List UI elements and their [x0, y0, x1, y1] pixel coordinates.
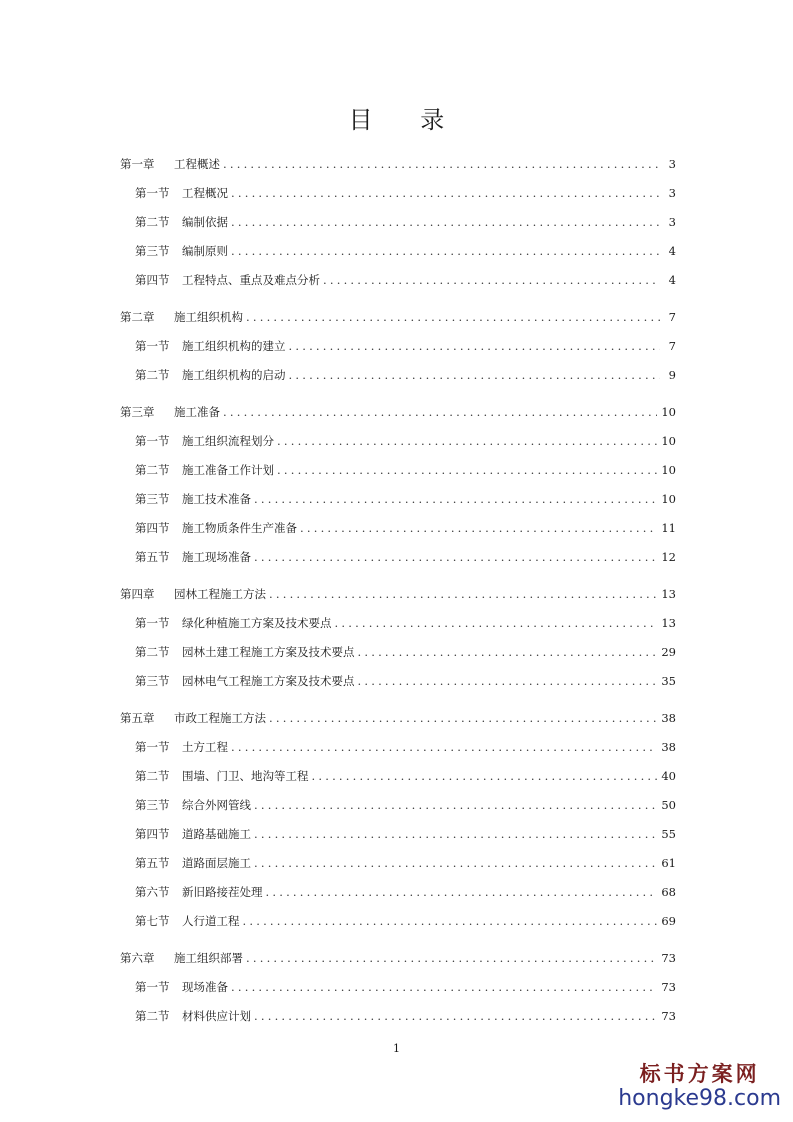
toc-entry-label — [135, 911, 240, 931]
toc-entry-label — [120, 708, 266, 728]
toc-entry-label — [120, 402, 220, 422]
toc-section-entry[interactable] — [120, 824, 676, 853]
toc-entry-title: 围墙、门卫、地沟等工程 — [182, 769, 309, 783]
toc-section-entry[interactable] — [120, 241, 676, 270]
toc-entry-label — [135, 642, 355, 662]
toc-entry-number: 第一节 — [135, 616, 170, 630]
toc-section-entry[interactable] — [120, 212, 676, 241]
toc-section-entry[interactable] — [120, 1006, 676, 1035]
toc-entry-label — [135, 336, 286, 356]
toc-entry-page: 73 — [661, 1009, 676, 1023]
toc-entry-title: 新旧路接茬处理 — [182, 885, 263, 899]
toc-entry-number: 第三章 — [120, 405, 155, 419]
toc-entry-label — [135, 547, 251, 567]
toc-entry-number: 第四节 — [135, 827, 170, 841]
toc-entry-page: 3 — [668, 215, 676, 229]
watermark-site-name: 标书方案网 — [639, 1062, 760, 1086]
toc-entry-number: 第二节 — [135, 215, 170, 229]
toc-entry-number: 第四章 — [120, 587, 155, 601]
toc-entry-label — [120, 948, 243, 968]
watermark-domain: hongke98.com — [618, 1086, 781, 1111]
toc-entry-label — [135, 795, 251, 815]
toc-entry-title: 编制原则 — [182, 244, 228, 258]
toc-chapter-entry[interactable] — [120, 948, 676, 977]
toc-entry-label — [135, 766, 309, 786]
toc-entry-title: 绿化种植施工方案及技术要点 — [182, 616, 332, 630]
toc-entry-number: 第三节 — [135, 492, 170, 506]
toc-entry-label — [135, 518, 297, 538]
toc-entry-title: 园林土建工程施工方案及技术要点 — [182, 645, 355, 659]
toc-entry-page: 4 — [668, 273, 676, 287]
toc-dot-leader — [269, 584, 657, 604]
toc-chapter-entry[interactable] — [120, 584, 676, 613]
toc-entry-label — [135, 882, 263, 902]
toc-entry-title: 施工组织部署 — [174, 951, 243, 965]
toc-dot-leader — [243, 911, 658, 931]
toc-entry-number: 第二章 — [120, 310, 155, 324]
toc-entry-page: 29 — [661, 645, 676, 659]
toc-entry-title: 园林工程施工方法 — [174, 587, 266, 601]
toc-dot-leader — [335, 613, 658, 633]
toc-section-entry[interactable] — [120, 795, 676, 824]
toc-entry-number: 第二节 — [135, 368, 170, 382]
toc-dot-leader — [277, 460, 657, 480]
toc-entry-title: 现场准备 — [182, 980, 228, 994]
toc-entry-title: 土方工程 — [182, 740, 228, 754]
toc-section-entry[interactable] — [120, 853, 676, 882]
toc-entry-number: 第四节 — [135, 521, 170, 535]
toc-entry-title: 施工组织机构 — [174, 310, 243, 324]
toc-dot-leader — [289, 336, 661, 356]
toc-entry-title: 工程特点、重点及难点分析 — [182, 273, 320, 287]
page-number: 1 — [393, 1042, 400, 1055]
toc-entry-title: 施工组织流程划分 — [182, 434, 274, 448]
toc-entry-title: 施工组织机构的启动 — [182, 368, 286, 382]
toc-section-entry[interactable] — [120, 737, 676, 766]
toc-entry-number: 第五节 — [135, 550, 170, 564]
toc-chapter-entry[interactable] — [120, 708, 676, 737]
toc-entry-page: 11 — [661, 521, 676, 535]
toc-entry-label — [135, 365, 286, 385]
toc-entry-page: 10 — [661, 492, 676, 506]
toc-dot-leader — [231, 241, 660, 261]
toc-section-entry[interactable] — [120, 183, 676, 212]
toc-entry-page: 68 — [661, 885, 676, 899]
toc-entry-number: 第一节 — [135, 980, 170, 994]
toc-entry-page: 73 — [661, 951, 676, 965]
toc-section-entry[interactable] — [120, 460, 676, 489]
toc-entry-page: 7 — [668, 339, 676, 353]
toc-dot-leader — [223, 402, 657, 422]
toc-entry-title: 工程概述 — [174, 157, 220, 171]
toc-entry-number: 第七节 — [135, 914, 170, 928]
toc-entry-page: 13 — [661, 587, 676, 601]
toc-dot-leader — [231, 212, 660, 232]
toc-entry-page: 69 — [661, 914, 676, 928]
toc-entry-number: 第一节 — [135, 740, 170, 754]
toc-section-entry[interactable] — [120, 977, 676, 1006]
toc-entry-number: 第三节 — [135, 244, 170, 258]
toc-dot-leader — [231, 977, 657, 997]
toc-entry-number: 第二节 — [135, 1009, 170, 1023]
toc-entry-page: 13 — [661, 616, 676, 630]
toc-entry-label — [135, 613, 332, 633]
toc-entry-label — [135, 977, 228, 997]
toc-entry-label — [135, 671, 355, 691]
toc-entry-number: 第六章 — [120, 951, 155, 965]
toc-section-entry[interactable] — [120, 431, 676, 460]
toc-dot-leader — [223, 154, 660, 174]
toc-section-entry[interactable] — [120, 613, 676, 642]
toc-entry-number: 第五节 — [135, 856, 170, 870]
page-title: 目 录 — [348, 106, 465, 134]
toc-entry-page: 3 — [668, 157, 676, 171]
toc-section-entry[interactable] — [120, 642, 676, 671]
toc-section-entry[interactable] — [120, 911, 676, 940]
toc-entry-page: 10 — [661, 434, 676, 448]
toc-entry-page: 10 — [661, 405, 676, 419]
toc-entry-label — [135, 853, 251, 873]
toc-chapter-entry[interactable] — [120, 154, 676, 183]
toc-section-entry[interactable] — [120, 270, 676, 299]
toc-entry-number: 第五章 — [120, 711, 155, 725]
toc-entry-page: 35 — [661, 674, 676, 688]
toc-entry-number: 第六节 — [135, 885, 170, 899]
toc-entry-label — [135, 737, 228, 757]
toc-entry-page: 7 — [668, 310, 676, 324]
toc-entry-label — [135, 460, 274, 480]
toc-entry-number: 第一章 — [120, 157, 155, 171]
toc-dot-leader — [266, 882, 658, 902]
toc-entry-title: 施工技术准备 — [182, 492, 251, 506]
toc-entry-title: 园林电气工程施工方案及技术要点 — [182, 674, 355, 688]
toc-dot-leader — [277, 431, 657, 451]
toc-entry-label — [135, 489, 251, 509]
toc-entry-title: 施工现场准备 — [182, 550, 251, 564]
toc-dot-leader — [254, 1006, 657, 1026]
toc-dot-leader — [254, 795, 657, 815]
toc-dot-leader — [300, 518, 657, 538]
toc-section-entry[interactable] — [120, 882, 676, 911]
toc-entry-title: 施工物质条件生产准备 — [182, 521, 297, 535]
toc-section-entry[interactable] — [120, 766, 676, 795]
toc-entry-number: 第三节 — [135, 798, 170, 812]
toc-dot-leader — [246, 948, 657, 968]
toc-entry-label — [120, 584, 266, 604]
toc-entry-title: 施工准备 — [174, 405, 220, 419]
toc-entry-title: 综合外网管线 — [182, 798, 251, 812]
toc-entry-number: 第一节 — [135, 434, 170, 448]
toc-dot-leader — [231, 737, 657, 757]
toc-entry-title: 道路基础施工 — [182, 827, 251, 841]
watermark — [618, 1062, 781, 1112]
toc-section-entry[interactable] — [120, 547, 676, 576]
toc-entry-number: 第二节 — [135, 645, 170, 659]
toc-entry-page: 55 — [661, 827, 676, 841]
toc-entry-page: 12 — [661, 550, 676, 564]
toc-entry-title: 材料供应计划 — [182, 1009, 251, 1023]
toc-entry-page: 3 — [668, 186, 676, 200]
toc-entry-number: 第一节 — [135, 186, 170, 200]
toc-entry-label — [120, 154, 220, 174]
toc-entry-page: 10 — [661, 463, 676, 477]
toc-entry-page: 50 — [661, 798, 676, 812]
toc-entry-label — [120, 307, 243, 327]
toc-dot-leader — [246, 307, 660, 327]
toc-entry-label — [135, 212, 228, 232]
toc-entry-page: 9 — [668, 368, 676, 382]
toc-entry-number: 第三节 — [135, 674, 170, 688]
toc-section-entry[interactable] — [120, 489, 676, 518]
toc-entry-page: 40 — [661, 769, 676, 783]
toc-entry-title: 道路面层施工 — [182, 856, 251, 870]
toc-entry-title: 施工组织机构的建立 — [182, 339, 286, 353]
toc-section-entry[interactable] — [120, 671, 676, 700]
toc-entry-title: 人行道工程 — [182, 914, 240, 928]
toc-entry-label — [135, 824, 251, 844]
toc-entry-page: 4 — [668, 244, 676, 258]
toc-entry-label — [135, 183, 228, 203]
toc-dot-leader — [312, 766, 658, 786]
toc-entry-title: 市政工程施工方法 — [174, 711, 266, 725]
toc-dot-leader — [254, 547, 657, 567]
toc-entry-title: 施工准备工作计划 — [182, 463, 274, 477]
toc-entry-page: 73 — [661, 980, 676, 994]
toc-entry-label — [135, 241, 228, 261]
table-of-contents — [120, 154, 676, 1035]
toc-chapter-entry[interactable] — [120, 402, 676, 431]
toc-dot-leader — [269, 708, 657, 728]
toc-section-entry[interactable] — [120, 336, 676, 365]
toc-entry-title: 编制依据 — [182, 215, 228, 229]
toc-dot-leader — [254, 489, 657, 509]
toc-entry-number: 第二节 — [135, 769, 170, 783]
toc-dot-leader — [254, 853, 657, 873]
toc-dot-leader — [289, 365, 661, 385]
toc-dot-leader — [231, 183, 660, 203]
toc-chapter-entry[interactable] — [120, 307, 676, 336]
toc-dot-leader — [254, 824, 657, 844]
toc-entry-page: 38 — [661, 711, 676, 725]
toc-entry-number: 第二节 — [135, 463, 170, 477]
toc-section-entry[interactable] — [120, 365, 676, 394]
toc-entry-label — [135, 270, 320, 290]
toc-dot-leader — [323, 270, 660, 290]
toc-entry-page: 61 — [661, 856, 676, 870]
toc-entry-number: 第四节 — [135, 273, 170, 287]
toc-dot-leader — [358, 642, 658, 662]
toc-entry-title: 工程概况 — [182, 186, 228, 200]
toc-section-entry[interactable] — [120, 518, 676, 547]
toc-entry-label — [135, 1006, 251, 1026]
toc-dot-leader — [358, 671, 658, 691]
toc-entry-label — [135, 431, 274, 451]
toc-entry-number: 第一节 — [135, 339, 170, 353]
toc-entry-page: 38 — [661, 740, 676, 754]
